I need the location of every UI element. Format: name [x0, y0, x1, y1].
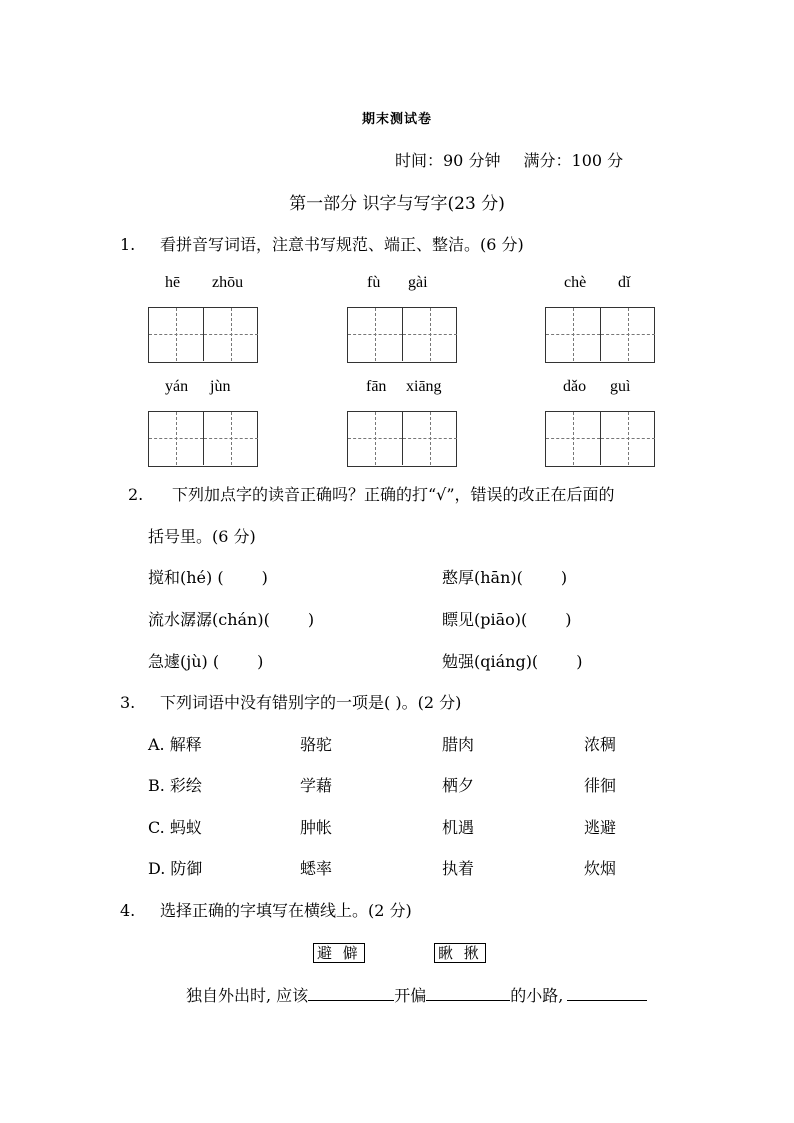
option-d-1[interactable]: D. 防御: [148, 859, 203, 878]
fill-blank-1[interactable]: [308, 984, 394, 1001]
paren-close: ): [560, 568, 568, 587]
item-text: 勉强(qiáng)(: [442, 652, 539, 671]
question-text: 看拼音写词语，注意书写规范、端正、整洁。(6 分): [160, 235, 524, 254]
choice-box-2: [434, 942, 486, 963]
pinyin-1a: hē: [165, 274, 181, 291]
question-4: [120, 898, 412, 921]
option-a-4: 浓稠: [584, 735, 617, 754]
pinyin-5b: xiāng: [406, 378, 442, 395]
writing-grid-4[interactable]: [148, 411, 258, 467]
item-text: 瞟见(piāo)(: [442, 610, 528, 629]
pinyin-2a: fù: [367, 274, 381, 291]
option-d-4: 炊烟: [584, 859, 617, 878]
pinyin-3a: chè: [564, 274, 587, 291]
reading-item-6: [442, 649, 582, 672]
pinyin-6a: dǎo: [563, 378, 587, 395]
item-text: 流水潺潺(chán)(: [148, 610, 270, 629]
choice-chars: 避 僻: [313, 943, 365, 963]
pinyin-4b: jùn: [210, 378, 231, 395]
option-b-4: 徘徊: [584, 776, 617, 795]
item-text: 憨厚(hān)(: [442, 568, 523, 587]
option-c-3: 机遇: [442, 818, 475, 837]
reading-item-1: [148, 565, 268, 588]
question-1: [120, 232, 524, 255]
question-text: 选择正确的字填写在横线上。(2 分): [160, 901, 412, 920]
question-text: 下列词语中没有错别字的一项是( )。(2 分): [160, 693, 462, 712]
paren-close: ): [576, 652, 583, 671]
item-text: 急遽(jù) (: [148, 652, 220, 671]
item-text: 搅和(hé) (: [148, 568, 224, 587]
option-d-3: 执着: [442, 859, 475, 878]
option-c-1[interactable]: C. 蚂蚁: [148, 818, 202, 837]
option-b-1[interactable]: B. 彩绘: [148, 776, 202, 795]
paren-close: ): [565, 610, 572, 629]
question-number: 3.: [120, 693, 136, 712]
option-a-2: 骆驼: [300, 735, 333, 754]
question-2-line2: 括号里。(6 分): [148, 527, 256, 546]
question-2: [128, 482, 615, 505]
pinyin-5a: fān: [366, 378, 387, 395]
paren-close: ): [307, 610, 315, 629]
fill-sentence: [186, 983, 647, 1006]
option-b-2: 学藉: [300, 776, 333, 795]
question-number: 2.: [128, 485, 144, 504]
choice-chars: 瞅 揪: [434, 943, 486, 963]
choice-box-1: [313, 942, 365, 963]
writing-grid-5[interactable]: [347, 411, 457, 467]
paren-close: ): [257, 652, 264, 671]
option-a-3: 腊肉: [442, 735, 475, 754]
pinyin-1b: zhōu: [212, 274, 244, 291]
time-label: 时间：90 分钟: [395, 151, 501, 170]
option-d-2: 蟋率: [300, 859, 333, 878]
reading-item-2: [442, 565, 567, 588]
writing-grid-2[interactable]: [347, 307, 457, 363]
question-number: 1.: [120, 235, 136, 254]
sentence-part-3: 的小路,: [510, 986, 564, 1005]
reading-item-3: [148, 607, 314, 630]
paren-close: ): [261, 568, 268, 587]
fill-blank-2[interactable]: [426, 984, 510, 1001]
pinyin-6b: guì: [610, 378, 631, 395]
pinyin-3b: dǐ: [618, 274, 631, 291]
writing-grid-1[interactable]: [148, 307, 258, 363]
fill-blank-3[interactable]: [567, 984, 647, 1001]
option-c-2: 肿帐: [300, 818, 333, 837]
score-label: 满分：100 分: [523, 151, 624, 170]
page-title: 期末测试卷: [361, 112, 432, 127]
sentence-part-1: 独自外出时, 应该: [186, 986, 309, 1005]
writing-grid-6[interactable]: [545, 411, 655, 467]
sentence-part-2: 开偏: [394, 986, 427, 1005]
option-c-4: 逃避: [584, 818, 617, 837]
part1-title: 第一部分 识字与写字(23 分): [289, 194, 505, 214]
exam-meta: [395, 148, 623, 171]
pinyin-4a: yán: [165, 378, 189, 395]
writing-grid-3[interactable]: [545, 307, 655, 363]
reading-item-4: [442, 607, 572, 630]
question-3: [120, 690, 461, 713]
option-b-3: 栖夕: [442, 776, 475, 795]
pinyin-2b: gài: [408, 274, 428, 291]
reading-item-5: [148, 649, 263, 672]
question-text-line1: 下列加点字的读音正确吗？正确的打“√”，错误的改正在后面的: [172, 485, 615, 504]
question-number: 4.: [120, 901, 136, 920]
option-a-1[interactable]: A. 解释: [148, 735, 202, 754]
